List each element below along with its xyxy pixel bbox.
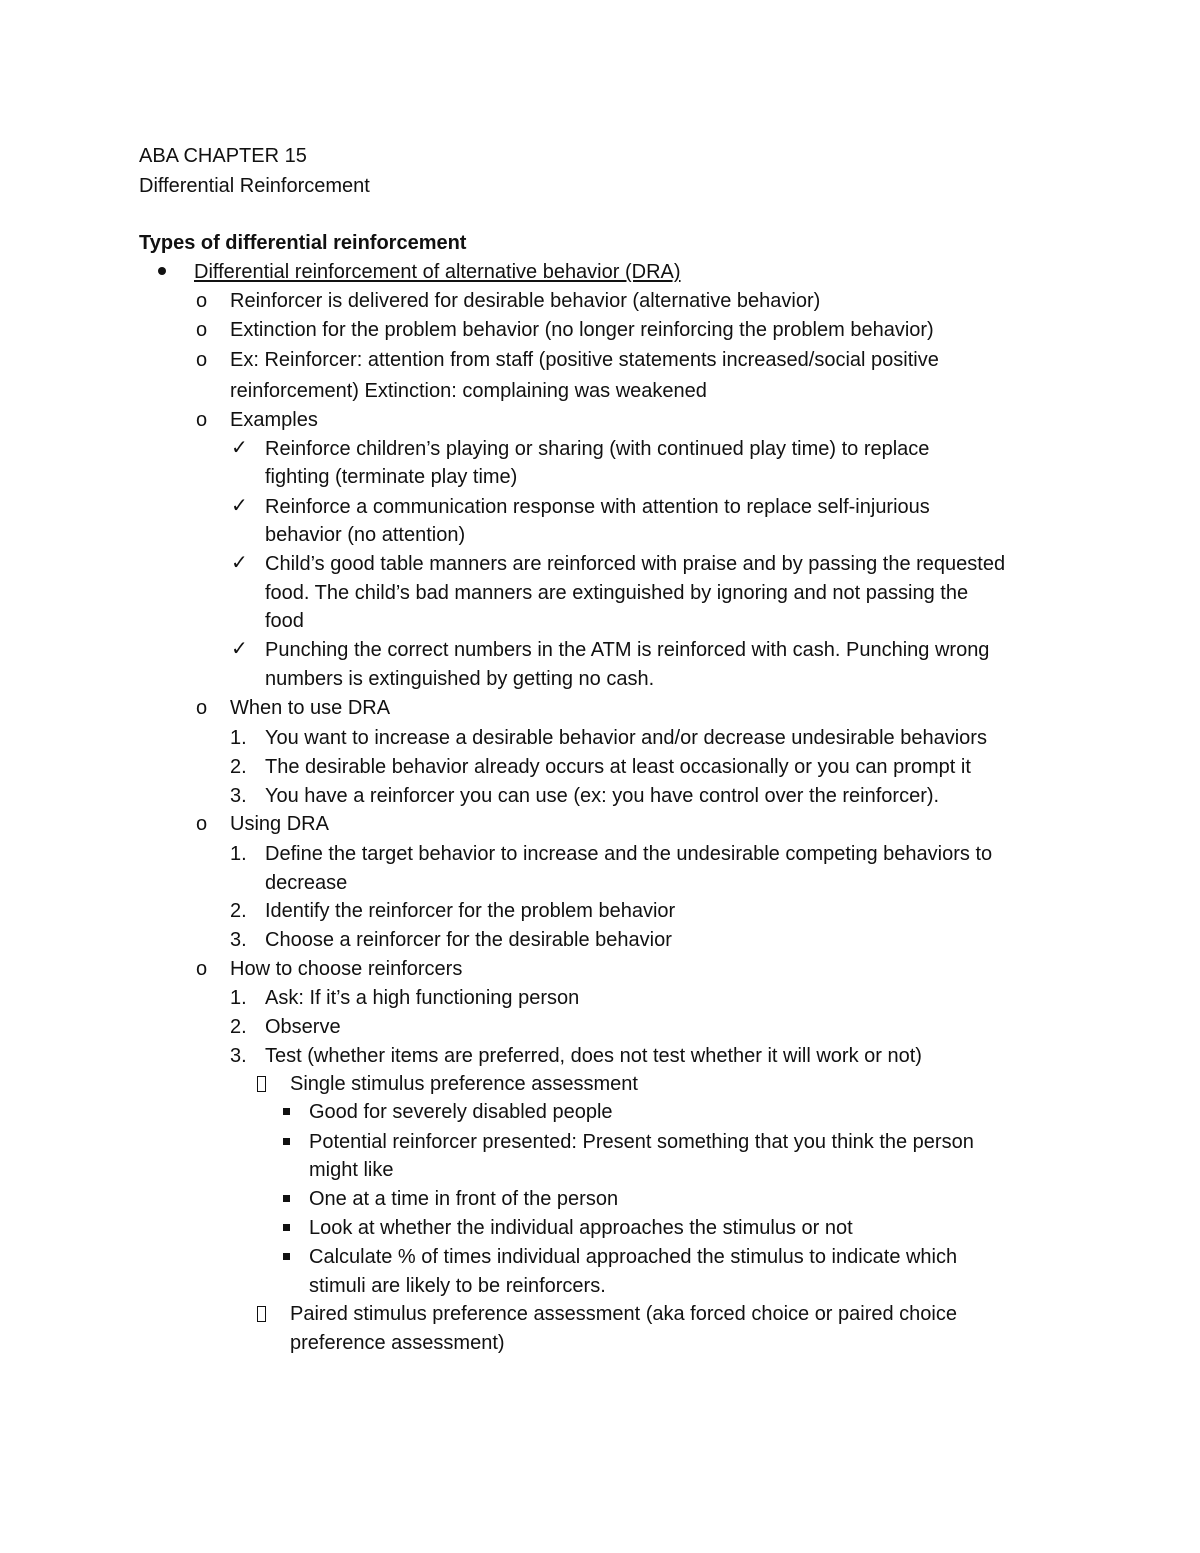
list-item: The desirable behavior already occurs at least occasionally or you can prompt it: [265, 756, 971, 778]
doc-subtitle: Differential Reinforcement: [139, 175, 370, 197]
circle-bullet: o: [196, 290, 208, 312]
check-icon: ✓: [231, 495, 248, 517]
circle-bullet: o: [196, 319, 208, 341]
list-item-continued: decrease: [265, 872, 348, 894]
list-item: Punching the correct numbers in the ATM is reinforced with cash. Punching wrong: [265, 639, 990, 661]
bullet-dot: [158, 267, 166, 275]
list-item-continued: might like: [309, 1159, 394, 1181]
list-item-continued: behavior (no attention): [265, 524, 466, 546]
list-item: Reinforce a communication response with attention to replace self-injurious: [265, 496, 930, 518]
list-number: 3.: [230, 929, 247, 951]
list-item-continued: numbers is extinguished by getting no cash.: [265, 668, 655, 690]
list-item-continued: stimuli are likely to be reinforcers.: [309, 1275, 606, 1297]
list-number: 2.: [230, 900, 247, 922]
list-item: Observe: [265, 1016, 341, 1038]
how-label: How to choose reinforcers: [230, 958, 463, 980]
square-bullet: [283, 1195, 290, 1202]
list-item: Choose a reinforcer for the desirable behavior: [265, 929, 672, 951]
list-number: 2.: [230, 756, 247, 778]
check-icon: ✓: [231, 437, 248, 459]
circle-bullet: o: [196, 697, 208, 719]
list-item: You want to increase a desirable behavior and/or decrease undesirable behaviors: [265, 727, 987, 749]
list-item-continued: food. The child’s bad manners are extinguished by ignoring and not passing the: [265, 582, 969, 604]
list-number: 1.: [230, 987, 247, 1009]
section-heading: Types of differential reinforcement: [139, 232, 467, 254]
examples-label: Examples: [230, 409, 318, 431]
list-item: Calculate % of times individual approached the stimulus to indicate which: [309, 1246, 958, 1268]
list-item: Ask: If it’s a high functioning person: [265, 987, 580, 1009]
list-item: Look at whether the individual approaches the stimulus or not: [309, 1217, 853, 1239]
list-item: Ex: Reinforcer: attention from staff (positive statements increased/social positive: [230, 349, 939, 371]
list-item: One at a time in front of the person: [309, 1188, 619, 1210]
list-item-continued: preference assessment): [290, 1332, 505, 1354]
circle-bullet: o: [196, 349, 208, 371]
list-item-continued: fighting (terminate play time): [265, 466, 518, 488]
list-item: Good for severely disabled people: [309, 1101, 613, 1123]
missing-glyph-icon: [257, 1076, 266, 1092]
list-item: You have a reinforcer you can use (ex: you have control over the reinforcer).: [265, 785, 940, 807]
list-item: Reinforce children’s playing or sharing (with continued play time) to replace: [265, 438, 930, 460]
list-item-continued: food: [265, 610, 304, 632]
list-item: Child’s good table manners are reinforced with praise and by passing the requested: [265, 553, 1006, 575]
check-icon: ✓: [231, 552, 248, 574]
list-item: Single stimulus preference assessment: [290, 1073, 638, 1095]
square-bullet: [283, 1253, 290, 1260]
circle-bullet: o: [196, 958, 208, 980]
circle-bullet: o: [196, 409, 208, 431]
list-number: 1.: [230, 727, 247, 749]
list-item: Paired stimulus preference assessment (aka forced choice or paired choice: [290, 1303, 957, 1325]
list-number: 2.: [230, 1016, 247, 1038]
list-item: Test (whether items are preferred, does not test whether it will work or not): [265, 1045, 922, 1067]
square-bullet: [283, 1108, 290, 1115]
check-icon: ✓: [231, 638, 248, 660]
list-item-continued: reinforcement) Extinction: complaining was weakened: [230, 380, 707, 402]
list-item: Define the target behavior to increase and the undesirable competing behaviors to: [265, 843, 993, 865]
list-number: 3.: [230, 785, 247, 807]
list-item: Identify the reinforcer for the problem behavior: [265, 900, 676, 922]
square-bullet: [283, 1224, 290, 1231]
doc-title: ABA CHAPTER 15: [139, 145, 307, 167]
using-label: Using DRA: [230, 813, 329, 835]
square-bullet: [283, 1138, 290, 1145]
list-number: 3.: [230, 1045, 247, 1067]
list-item: Reinforcer is delivered for desirable behavior (alternative behavior): [230, 290, 821, 312]
list-item: Potential reinforcer presented: Present something that you think the person: [309, 1131, 974, 1153]
when-label: When to use DRA: [230, 697, 391, 719]
missing-glyph-icon: [257, 1306, 266, 1322]
list-number: 1.: [230, 843, 247, 865]
dra-heading: Differential reinforcement of alternative behavior (DRA): [194, 261, 681, 283]
circle-bullet: o: [196, 813, 208, 835]
list-item: Extinction for the problem behavior (no longer reinforcing the problem behavior): [230, 319, 934, 341]
